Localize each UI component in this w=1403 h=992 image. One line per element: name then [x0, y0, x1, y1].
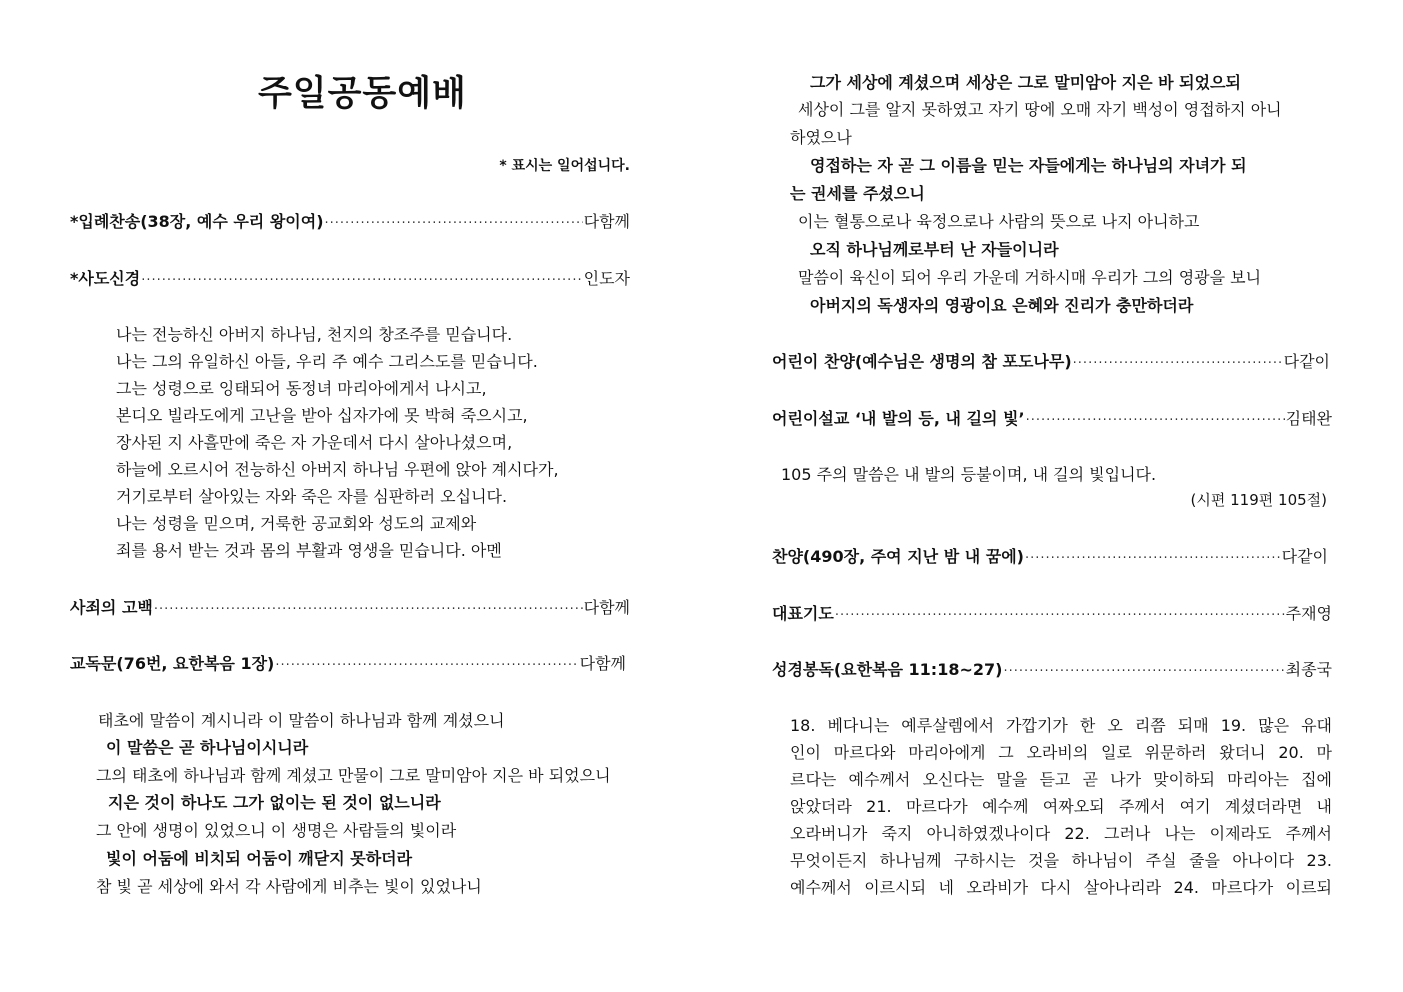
dot-leader [1003, 664, 1284, 679]
order-item-label: 찬양(490장, 주여 지난 밤 내 꿈에) [772, 547, 1024, 566]
reading-line-leader: 세상이 그를 알지 못하였고 자기 땅에 오매 자기 백성이 영접하지 아니 [798, 100, 1282, 119]
reading-line-congregation: 는 권세를 주셨으니 [790, 184, 925, 203]
reading-line-leader: 참 빛 곧 세상에 와서 각 사람에게 비추는 빛이 있었나니 [96, 877, 482, 896]
order-confession [70, 595, 630, 618]
reading-line-congregation: 오직 하나님께로부터 난 자들이니라 [810, 240, 1059, 259]
order-item-label: 어린이설교 ‘내 발의 등, 내 길의 빛’ [772, 409, 1025, 428]
dot-leader [1026, 413, 1285, 428]
creed-line: 나는 성령을 믿으며, 거룩한 공교회와 성도의 교제와 [116, 514, 477, 533]
dot-leader [325, 216, 583, 231]
creed-line: 하늘에 오르시어 전능하신 아버지 하나님 우편에 앉아 계시다가, [116, 460, 559, 479]
order-leader-name: 다함께 [579, 654, 626, 673]
order-leader-name: 다함께 [583, 598, 630, 617]
dot-leader [835, 608, 1285, 623]
order-leader-name: 다같이 [1281, 547, 1328, 566]
order-item-label: *사도신경 [70, 269, 141, 288]
scripture-line: 18. 베다니는 예루살렘에서 가깝기가 한 오 리쯤 되매 19. 많은 유대 [790, 716, 1332, 735]
order-hymn [772, 544, 1328, 567]
order-item-label: 대표기도 [772, 604, 834, 623]
order-scripture-reading [772, 657, 1332, 680]
scripture-line: 무엇이든지 하나님께 구하시는 것을 하나님이 주실 줄을 아나이다 23. [790, 851, 1332, 870]
dot-leader [275, 658, 578, 673]
order-leader-name: 다함께 [583, 212, 630, 231]
order-leader-name: 다같이 [1283, 352, 1330, 371]
order-leader-name: 최종국 [1285, 660, 1332, 679]
reading-line-congregation: 그가 세상에 계셨으며 세상은 그로 말미암아 지은 바 되었으되 [810, 73, 1241, 92]
dot-leader [1025, 551, 1281, 566]
reading-line-congregation: 빛이 어둠에 비치되 어둠이 깨닫지 못하더라 [106, 849, 413, 868]
order-leader-name: 김태완 [1285, 409, 1332, 428]
order-responsive-reading [70, 651, 626, 674]
order-item-label: *입례찬송(38장, 예수 우리 왕이여) [70, 212, 324, 231]
creed-line: 나는 그의 유일하신 아들, 우리 주 예수 그리스도를 믿습니다. [116, 352, 538, 371]
dot-leader [1073, 356, 1283, 371]
reading-line-leader: 하였으나 [790, 128, 852, 147]
order-leader-name: 주재영 [1285, 604, 1332, 623]
reading-line-congregation: 지은 것이 하나도 그가 없이는 된 것이 없느니라 [108, 793, 441, 812]
scripture-line: 예수께서 이르시되 네 오라비가 다시 살아나리라 24. 마르다가 이르되 [790, 878, 1332, 897]
reading-line-leader: 태초에 말씀이 계시니라 이 말씀이 하나님과 함께 계셨으니 [98, 711, 505, 730]
order-children-praise [772, 349, 1330, 372]
dot-leader [154, 602, 583, 617]
creed-line: 장사된 지 사흘만에 죽은 자 가운데서 다시 살아나셨으며, [116, 433, 513, 452]
scripture-line: 오라버니가 죽지 아니하였겠나이다 22. 그러나 나는 이제라도 주께서 [790, 824, 1332, 843]
reading-line-congregation: 이 말씀은 곧 하나님이시니라 [106, 738, 309, 757]
scripture-line: 앉았더라 21. 마르다가 예수께 여짜오되 주께서 여기 계셨더라면 내 [790, 797, 1332, 816]
reading-line-leader: 이는 혈통으로나 육정으로나 사람의 뜻으로 나지 아니하고 [798, 212, 1200, 231]
order-item-label: 교독문(76번, 요한복음 1장) [70, 654, 275, 673]
page-title: 주일공동예배 [258, 73, 467, 114]
order-prayer [772, 601, 1332, 624]
reading-line-leader: 그의 태초에 하나님과 함께 계셨고 만물이 그로 말미암아 지은 바 되었으니 [96, 766, 611, 785]
order-children-sermon [772, 406, 1332, 429]
order-item-label: 어린이 찬양(예수님은 생명의 참 포도나무) [772, 352, 1072, 371]
reading-line-congregation: 영접하는 자 곧 그 이름을 믿는 자들에게는 하나님의 자녀가 되 [810, 156, 1247, 175]
reading-line-leader: 그 안에 생명이 있었으니 이 생명은 사람들의 빛이라 [96, 821, 457, 840]
order-item-label: 사죄의 고백 [70, 598, 153, 617]
order-item-label: 성경봉독(요한복음 11:18~27) [772, 660, 1003, 679]
verse-reference: (시편 119편 105절) [1190, 491, 1327, 509]
scripture-line: 르다는 예수께서 오신다는 말을 듣고 곧 나가 맞이하되 마리아는 집에 [790, 770, 1332, 789]
reading-line-congregation: 아버지의 독생자의 영광이요 은혜와 진리가 충만하더라 [810, 296, 1194, 315]
order-leader-name: 인도자 [583, 269, 630, 288]
dot-leader [141, 273, 582, 288]
creed-line: 나는 전능하신 아버지 하나님, 천지의 창조주를 믿습니다. [116, 325, 513, 344]
scripture-line: 인이 마르다와 마리아에게 그 오라비의 일로 위문하러 왔더니 20. 마 [790, 743, 1332, 762]
order-apostles-creed [70, 266, 630, 289]
creed-line: 거기로부터 살아있는 자와 죽은 자를 심판하러 오십니다. [116, 487, 508, 506]
creed-line: 죄를 용서 받는 것과 몸의 부활과 영생을 믿습니다. 아멘 [116, 541, 502, 560]
creed-line: 그는 성령으로 잉태되어 동정녀 마리아에게서 나시고, [116, 379, 487, 398]
reading-line-leader: 말씀이 육신이 되어 우리 가운데 거하시매 우리가 그의 영광을 보니 [798, 268, 1262, 287]
creed-line: 본디오 빌라도에게 고난을 받아 십자가에 못 박혀 죽으시고, [116, 406, 528, 425]
verse-text: 105 주의 말씀은 내 발의 등불이며, 내 길의 빛입니다. [781, 465, 1157, 484]
order-entrance-hymn [70, 209, 630, 232]
stand-note: * 표시는 일어섭니다. [499, 158, 630, 174]
